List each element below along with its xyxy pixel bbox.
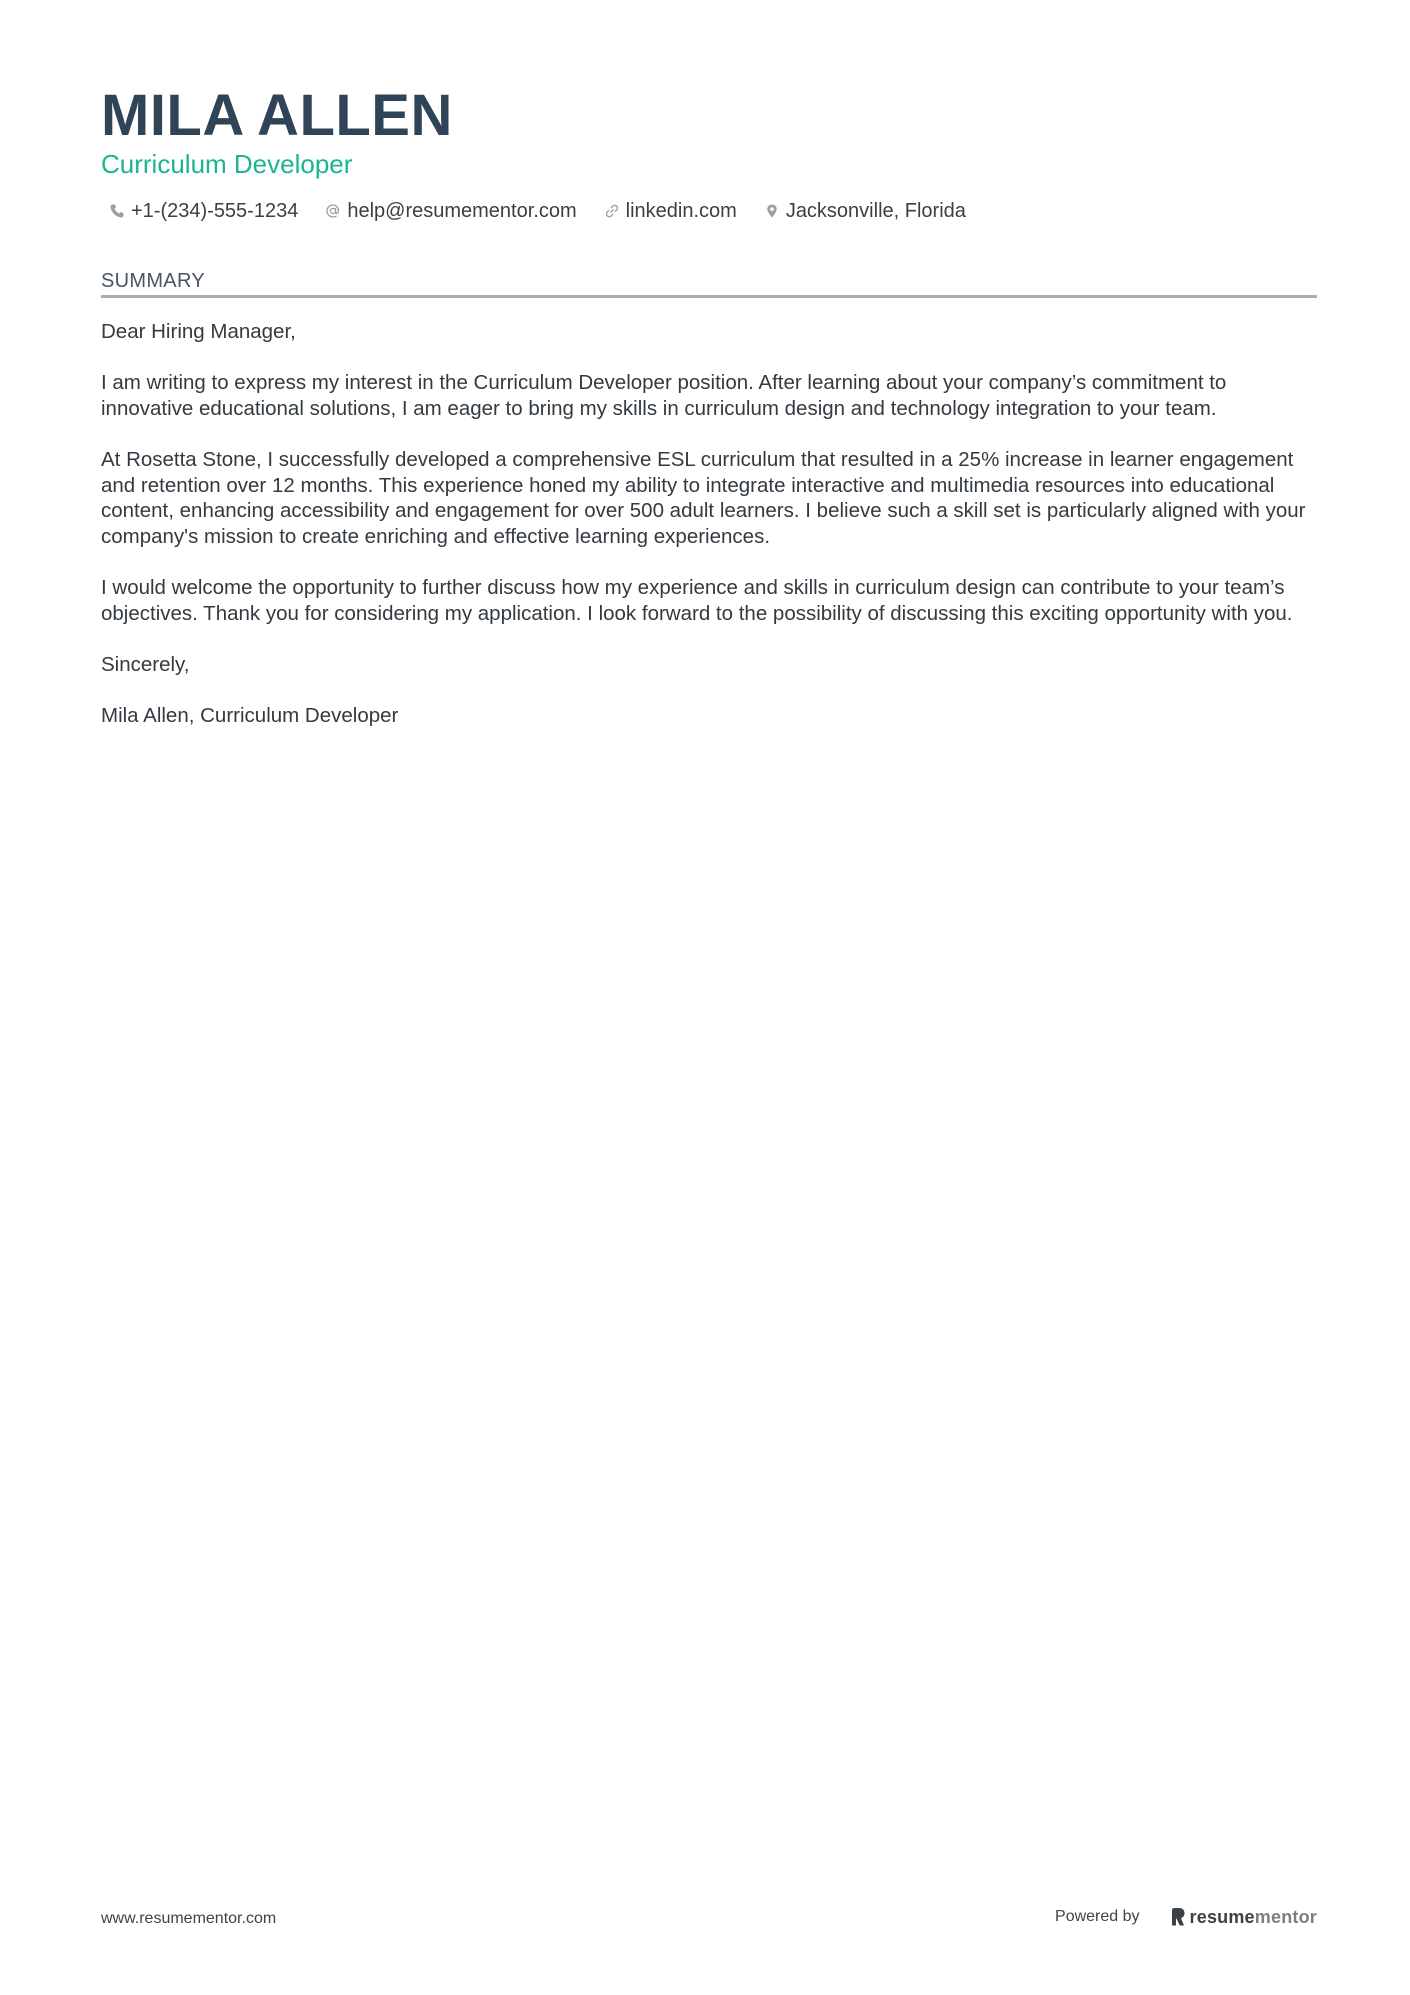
letter-paragraph: At Rosetta Stone, I successfully developed a comprehensive ESL curriculum that resulted in a 25% increase in learner engagement and retention over 12 months. This experience honed my ability to integrate interactive and multimedia resources into educational content, enhancing accessibility and engagement for over 500 adult learners. I believe such a skill set is particularly aligned with your company's mission to create enriching and effective learning experiences.: [101, 447, 1306, 548]
powered-by-label: Powered by: [1055, 1908, 1140, 1925]
contact-location: [764, 197, 966, 225]
resumementor-logo-text: resumementor: [1189, 1907, 1317, 1927]
contact-email-text: help@resumementor.com: [347, 200, 577, 222]
footer-website-link[interactable]: www.resumementor.com: [101, 1910, 277, 1927]
letter-closing: Sincerely,: [101, 652, 190, 676]
resume-page: [101, 0, 1317, 1995]
contact-bar: [109, 197, 993, 225]
location-pin-icon: [764, 203, 780, 219]
contact-phone[interactable]: [109, 197, 298, 225]
footer-powered-by: [1055, 1906, 1317, 1928]
contact-phone-text: +1-(234)-555-1234: [131, 200, 299, 222]
candidate-name: MILA ALLEN: [101, 83, 453, 148]
letter-paragraph: I am writing to express my interest in the Curriculum Developer position. After learning about your company’s commitment to innovative educational solutions, I am eager to bring my skills in curriculum design and technology integration to your team.: [101, 371, 1227, 420]
contact-linkedin[interactable]: [604, 197, 737, 225]
link-icon: [604, 203, 620, 219]
resumementor-logo[interactable]: [1170, 1906, 1317, 1928]
contact-linkedin-text: linkedin.com: [625, 200, 737, 222]
letter-greeting: Dear Hiring Manager,: [101, 320, 296, 343]
summary-heading: SUMMARY: [101, 270, 205, 292]
letter-signature: Mila Allen, Curriculum Developer: [101, 703, 399, 727]
at-icon: [325, 203, 341, 219]
contact-location-text: Jacksonville, Florida: [785, 200, 966, 222]
letter-paragraph: I would welcome the opportunity to further discuss how my experience and skills in curriculum design can contribute to your team’s objectives. Thank you for considering my application. I look forward to the possibility of discussing this exciting opportunity with you.: [101, 575, 1293, 625]
section-divider: [101, 295, 1317, 298]
phone-icon: [109, 203, 125, 219]
cover-letter-body: [101, 319, 1317, 754]
contact-email[interactable]: [325, 197, 576, 225]
resumementor-logo-icon: [1170, 1907, 1186, 1927]
job-title: Curriculum Developer: [101, 149, 353, 179]
